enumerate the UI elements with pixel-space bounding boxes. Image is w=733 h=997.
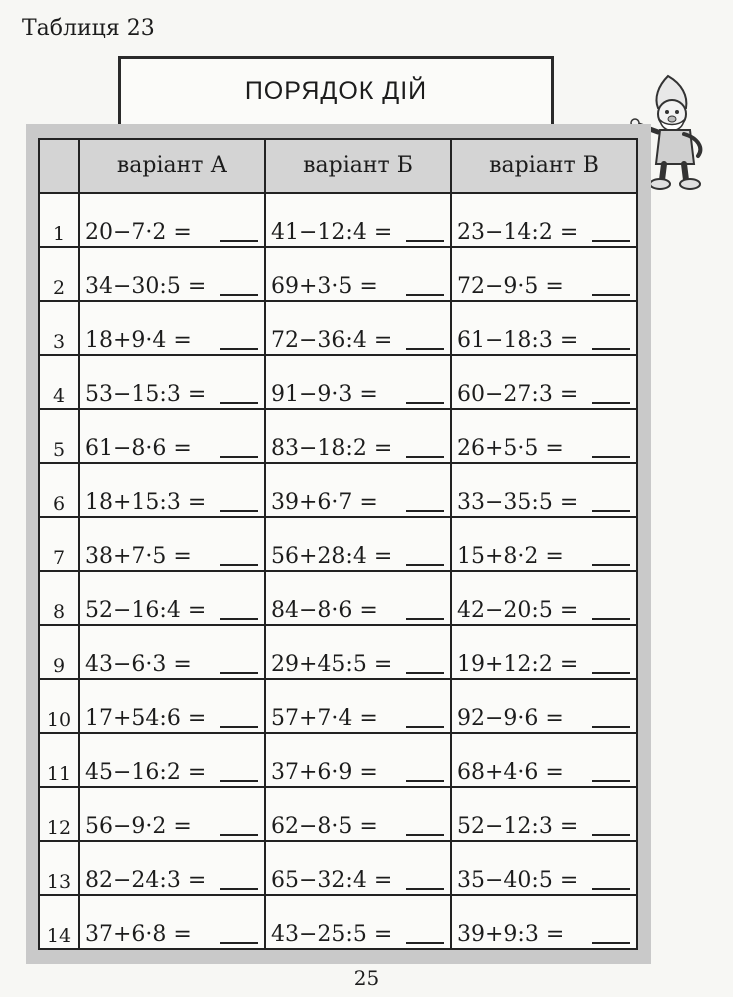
- answer-blank[interactable]: [406, 888, 444, 890]
- exercise-expression: 23−14:2 =: [457, 220, 579, 245]
- exercise-cell-b: [264, 572, 450, 626]
- exercise-cell-b: [264, 356, 450, 410]
- row-number-label: 14: [46, 925, 72, 947]
- exercise-expression: 26+5·5 =: [457, 436, 564, 461]
- exercise-cell-c: [450, 680, 636, 734]
- row-number: [40, 842, 78, 896]
- exercise-expression: 17+54:6 =: [85, 706, 207, 731]
- row-number: [40, 464, 78, 518]
- exercise-expression: 57+7·4 =: [271, 706, 378, 731]
- table-header: [40, 140, 636, 194]
- answer-blank[interactable]: [592, 348, 630, 350]
- row-number-label: 1: [52, 223, 66, 245]
- answer-blank[interactable]: [220, 456, 258, 458]
- answer-blank[interactable]: [592, 510, 630, 512]
- table-row: [40, 896, 636, 950]
- answer-blank[interactable]: [406, 834, 444, 836]
- row-number: [40, 194, 78, 248]
- answer-blank[interactable]: [220, 618, 258, 620]
- exercise-expression: 29+45:5 =: [271, 652, 393, 677]
- answer-blank[interactable]: [406, 780, 444, 782]
- exercise-expression: 61−8·6 =: [85, 436, 192, 461]
- exercise-cell-c: [450, 788, 636, 842]
- exercise-cell-b: [264, 680, 450, 734]
- exercise-cell-c: [450, 248, 636, 302]
- row-number: [40, 356, 78, 410]
- exercise-expression: 15+8·2 =: [457, 544, 564, 569]
- exercise-cell-b: [264, 842, 450, 896]
- exercise-expression: 56−9·2 =: [85, 814, 192, 839]
- exercise-expression: 43−25:5 =: [271, 922, 393, 947]
- exercise-cell-b: [264, 464, 450, 518]
- exercise-cell-a: [78, 248, 264, 302]
- answer-blank[interactable]: [220, 564, 258, 566]
- answer-blank[interactable]: [220, 942, 258, 944]
- exercise-cell-b: [264, 248, 450, 302]
- exercise-cell-c: [450, 464, 636, 518]
- answer-blank[interactable]: [592, 672, 630, 674]
- exercise-cell-b: [264, 626, 450, 680]
- answer-blank[interactable]: [406, 456, 444, 458]
- exercise-cell-b: [264, 302, 450, 356]
- answer-blank[interactable]: [592, 564, 630, 566]
- row-number-label: 3: [52, 331, 66, 353]
- answer-blank[interactable]: [406, 510, 444, 512]
- exercise-expression: 42−20:5 =: [457, 598, 579, 623]
- row-number-label: 5: [52, 439, 66, 461]
- row-number-label: 12: [46, 817, 72, 839]
- exercise-expression: 62−8·5 =: [271, 814, 378, 839]
- exercise-expression: 65−32:4 =: [271, 868, 393, 893]
- exercise-table: [38, 138, 638, 950]
- answer-blank[interactable]: [406, 348, 444, 350]
- answer-blank[interactable]: [220, 726, 258, 728]
- row-number-label: 13: [46, 871, 72, 893]
- table-row: [40, 680, 636, 734]
- table-row: [40, 194, 636, 248]
- table-label: Таблиця 23: [22, 16, 155, 41]
- table-frame: [26, 124, 651, 964]
- row-number: [40, 788, 78, 842]
- exercise-expression: 53−15:3 =: [85, 382, 207, 407]
- exercise-expression: 72−36:4 =: [271, 328, 393, 353]
- exercise-cell-a: [78, 356, 264, 410]
- table-row: [40, 518, 636, 572]
- table-row: [40, 248, 636, 302]
- answer-blank[interactable]: [220, 348, 258, 350]
- exercise-expression: 69+3·5 =: [271, 274, 378, 299]
- exercise-expression: 18+9·4 =: [85, 328, 192, 353]
- table-row: [40, 572, 636, 626]
- title-box: [118, 56, 554, 124]
- exercise-cell-c: [450, 410, 636, 464]
- exercise-cell-a: [78, 464, 264, 518]
- answer-blank[interactable]: [406, 942, 444, 944]
- page-number: 25: [353, 966, 380, 990]
- exercise-expression: 82−24:3 =: [85, 868, 207, 893]
- exercise-cell-a: [78, 680, 264, 734]
- answer-blank[interactable]: [592, 834, 630, 836]
- answer-blank[interactable]: [220, 294, 258, 296]
- table-row: [40, 356, 636, 410]
- answer-blank[interactable]: [592, 942, 630, 944]
- answer-blank[interactable]: [406, 618, 444, 620]
- row-number-label: 2: [52, 277, 66, 299]
- exercise-expression: 34−30:5 =: [85, 274, 207, 299]
- exercise-cell-b: [264, 194, 450, 248]
- row-number-label: 7: [52, 547, 66, 569]
- exercise-expression: 20−7·2 =: [85, 220, 192, 245]
- row-number: [40, 626, 78, 680]
- exercise-expression: 45−16:2 =: [85, 760, 207, 785]
- table-row: [40, 734, 636, 788]
- answer-blank[interactable]: [592, 780, 630, 782]
- exercise-cell-b: [264, 896, 450, 950]
- exercise-expression: 92−9·6 =: [457, 706, 564, 731]
- row-number-label: 10: [46, 709, 72, 731]
- answer-blank[interactable]: [592, 618, 630, 620]
- row-number: [40, 410, 78, 464]
- row-number-label: 6: [52, 493, 66, 515]
- answer-blank[interactable]: [406, 240, 444, 242]
- exercise-expression: 37+6·8 =: [85, 922, 192, 947]
- exercise-expression: 39+6·7 =: [271, 490, 378, 515]
- table-row: [40, 788, 636, 842]
- exercise-cell-c: [450, 518, 636, 572]
- row-number: [40, 896, 78, 950]
- exercise-cell-a: [78, 410, 264, 464]
- answer-blank[interactable]: [220, 672, 258, 674]
- exercise-cell-a: [78, 842, 264, 896]
- answer-blank[interactable]: [592, 888, 630, 890]
- answer-blank[interactable]: [220, 510, 258, 512]
- exercise-cell-c: [450, 572, 636, 626]
- exercise-cell-b: [264, 788, 450, 842]
- exercise-expression: 43−6·3 =: [85, 652, 192, 677]
- answer-blank[interactable]: [592, 726, 630, 728]
- exercise-cell-a: [78, 302, 264, 356]
- exercise-cell-c: [450, 302, 636, 356]
- exercise-expression: 72−9·5 =: [457, 274, 564, 299]
- table-row: [40, 842, 636, 896]
- exercise-cell-a: [78, 896, 264, 950]
- column-header-c: варіант В: [450, 140, 636, 192]
- answer-blank[interactable]: [220, 780, 258, 782]
- exercise-cell-a: [78, 194, 264, 248]
- exercise-cell-b: [264, 734, 450, 788]
- exercise-expression: 37+6·9 =: [271, 760, 378, 785]
- answer-blank[interactable]: [220, 240, 258, 242]
- exercise-expression: 52−16:4 =: [85, 598, 207, 623]
- column-header-b: варіант Б: [264, 140, 450, 192]
- exercise-cell-a: [78, 626, 264, 680]
- answer-blank[interactable]: [592, 456, 630, 458]
- exercise-cell-c: [450, 194, 636, 248]
- row-number: [40, 734, 78, 788]
- answer-blank[interactable]: [592, 402, 630, 404]
- exercise-cell-a: [78, 518, 264, 572]
- exercise-expression: 61−18:3 =: [457, 328, 579, 353]
- exercise-expression: 19+12:2 =: [457, 652, 579, 677]
- row-number: [40, 572, 78, 626]
- table-row: [40, 464, 636, 518]
- exercise-cell-c: [450, 734, 636, 788]
- exercise-cell-a: [78, 572, 264, 626]
- page-title: ПОРЯДОК ДІЙ: [244, 77, 428, 105]
- answer-blank[interactable]: [406, 402, 444, 404]
- answer-blank[interactable]: [220, 402, 258, 404]
- exercise-cell-c: [450, 356, 636, 410]
- exercise-expression: 68+4·6 =: [457, 760, 564, 785]
- exercise-expression: 38+7·5 =: [85, 544, 192, 569]
- exercise-expression: 56+28:4 =: [271, 544, 393, 569]
- row-number: [40, 518, 78, 572]
- exercise-expression: 33−35:5 =: [457, 490, 579, 515]
- table-row: [40, 626, 636, 680]
- answer-blank[interactable]: [592, 240, 630, 242]
- answer-blank[interactable]: [220, 834, 258, 836]
- answer-blank[interactable]: [406, 564, 444, 566]
- row-number-label: 8: [52, 601, 66, 623]
- answer-blank[interactable]: [406, 294, 444, 296]
- exercise-cell-b: [264, 518, 450, 572]
- row-number-label: 4: [52, 385, 66, 407]
- exercise-expression: 18+15:3 =: [85, 490, 207, 515]
- answer-blank[interactable]: [220, 888, 258, 890]
- answer-blank[interactable]: [406, 726, 444, 728]
- row-number: [40, 302, 78, 356]
- exercise-expression: 60−27:3 =: [457, 382, 579, 407]
- exercise-cell-c: [450, 842, 636, 896]
- exercise-cell-a: [78, 788, 264, 842]
- table-row: [40, 410, 636, 464]
- table-row: [40, 302, 636, 356]
- row-number-label: 11: [46, 763, 72, 785]
- exercise-expression: 84−8·6 =: [271, 598, 378, 623]
- column-header-a: варіант А: [78, 140, 264, 192]
- exercise-cell-b: [264, 410, 450, 464]
- answer-blank[interactable]: [406, 672, 444, 674]
- exercise-expression: 39+9:3 =: [457, 922, 565, 947]
- exercise-cell-c: [450, 896, 636, 950]
- exercise-expression: 35−40:5 =: [457, 868, 579, 893]
- exercise-cell-a: [78, 734, 264, 788]
- row-number: [40, 680, 78, 734]
- exercise-expression: 83−18:2 =: [271, 436, 393, 461]
- row-number: [40, 248, 78, 302]
- row-number-label: 9: [52, 655, 66, 677]
- exercise-expression: 91−9·3 =: [271, 382, 378, 407]
- exercise-expression: 41−12:4 =: [271, 220, 393, 245]
- exercise-cell-c: [450, 626, 636, 680]
- exercise-expression: 52−12:3 =: [457, 814, 579, 839]
- answer-blank[interactable]: [592, 294, 630, 296]
